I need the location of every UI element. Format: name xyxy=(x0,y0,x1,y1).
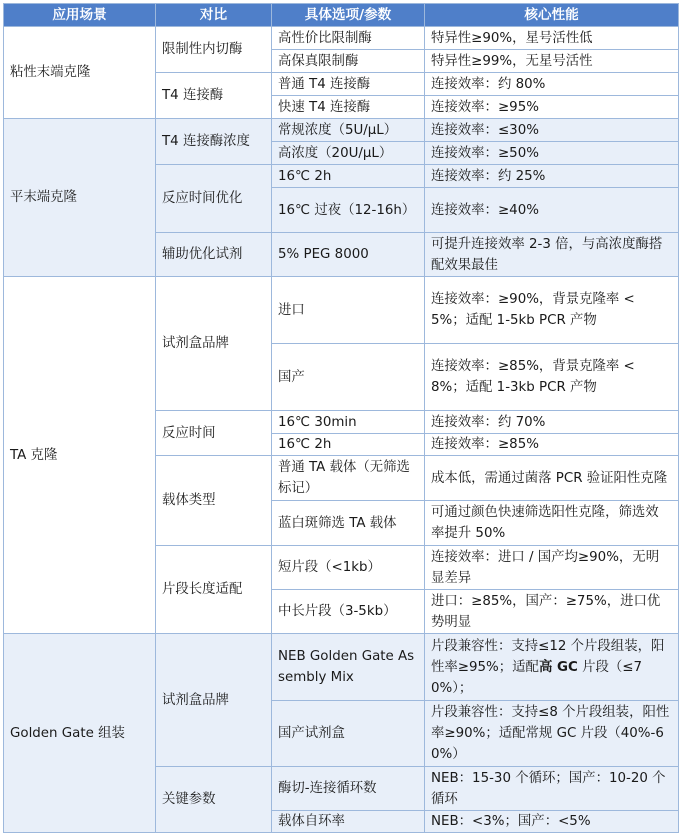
performance-cell: 进口：≥85%，国产：≥75%，进口优势明显 xyxy=(425,590,679,634)
performance-cell: 成本低，需通过菌落 PCR 验证阳性克隆 xyxy=(425,456,679,501)
header-row xyxy=(4,4,679,27)
table-row xyxy=(4,634,679,701)
option-cell: 快速 T4 连接酶 xyxy=(272,96,425,119)
option-cell: 16℃ 2h xyxy=(272,434,425,456)
performance-cell: 连接效率：约 25% xyxy=(425,165,679,188)
compare-cell: 反应时间 xyxy=(156,411,272,456)
performance-cell: 连接效率：≤30% xyxy=(425,119,679,142)
performance-cell: 连接效率：≥85% xyxy=(425,434,679,456)
option-cell: 短片段（<1kb） xyxy=(272,546,425,590)
compare-cell: T4 连接酶浓度 xyxy=(156,119,272,165)
compare-cell: 限制性内切酶 xyxy=(156,27,272,73)
performance-cell: 连接效率：≥50% xyxy=(425,142,679,165)
option-cell: 16℃ 2h xyxy=(272,165,425,188)
option-cell: NEB Golden Gate Assembly Mix xyxy=(272,634,425,701)
table-row xyxy=(4,277,679,344)
option-cell: 高保真限制酶 xyxy=(272,50,425,73)
option-cell: 国产 xyxy=(272,344,425,411)
performance-cell: 连接效率：≥90%，背景克隆率 < 5%；适配 1-5kb PCR 产物 xyxy=(425,277,679,344)
option-cell: 中长片段（3-5kb） xyxy=(272,590,425,634)
compare-cell: 试剂盒品牌 xyxy=(156,277,272,411)
option-cell: 普通 T4 连接酶 xyxy=(272,73,425,96)
option-cell: 国产试剂盒 xyxy=(272,701,425,767)
performance-highlight: 高 GC xyxy=(538,659,578,675)
header-scenario: 应用场景 xyxy=(4,4,156,27)
option-cell: 16℃ 30min xyxy=(272,411,425,434)
option-cell: 酶切-连接循环数 xyxy=(272,767,425,811)
option-cell: 5% PEG 8000 xyxy=(272,233,425,277)
header-performance: 核心性能 xyxy=(425,4,679,27)
table-row xyxy=(4,27,679,50)
performance-cell: NEB：15-30 个循环；国产：10-20 个循环 xyxy=(425,767,679,811)
performance-cell: 特异性≥99%，无星号活性 xyxy=(425,50,679,73)
option-cell: 16℃ 过夜（12-16h） xyxy=(272,188,425,233)
compare-cell: 反应时间优化 xyxy=(156,165,272,233)
scenario-cell: 粘性末端克隆 xyxy=(4,27,156,119)
compare-cell: T4 连接酶 xyxy=(156,73,272,119)
performance-cell: 连接效率：约 80% xyxy=(425,73,679,96)
compare-cell: 载体类型 xyxy=(156,456,272,546)
performance-cell: 连接效率：≥95% xyxy=(425,96,679,119)
performance-cell: 片段兼容性：支持≤8 个片段组装，阳性率≥90%；适配常规 GC 片段（40%-60%） xyxy=(425,701,679,767)
performance-cell: 连接效率：进口 / 国产均≥90%，无明显差异 xyxy=(425,546,679,590)
performance-cell: 连接效率：约 70% xyxy=(425,411,679,434)
compare-cell: 关键参数 xyxy=(156,767,272,833)
option-cell: 普通 TA 载体（无筛选标记） xyxy=(272,456,425,501)
header-compare: 对比 xyxy=(156,4,272,27)
option-cell: 进口 xyxy=(272,277,425,344)
scenario-cell: Golden Gate 组装 xyxy=(4,634,156,833)
performance-text: 片段兼容性：支持≤12 个片段组装，阳性率≥95%；适配 xyxy=(431,638,665,675)
compare-cell: 试剂盒品牌 xyxy=(156,634,272,767)
performance-cell: 连接效率：≥40% xyxy=(425,188,679,233)
performance-cell: NEB：<3%；国产：<5% xyxy=(425,811,679,833)
header-option: 具体选项/参数 xyxy=(272,4,425,27)
performance-cell: 可通过颜色快速筛选阳性克隆，筛选效率提升 50% xyxy=(425,501,679,546)
compare-cell: 辅助优化试剂 xyxy=(156,233,272,277)
performance-cell xyxy=(425,634,679,701)
scenario-cell: 平末端克隆 xyxy=(4,119,156,277)
option-cell: 高性价比限制酶 xyxy=(272,27,425,50)
option-cell: 高浓度（20U/μL） xyxy=(272,142,425,165)
performance-text: 片段（≤70%）； xyxy=(431,659,642,696)
option-cell: 常规浓度（5U/μL） xyxy=(272,119,425,142)
comparison-table xyxy=(3,3,679,833)
option-cell: 载体自环率 xyxy=(272,811,425,833)
table-row xyxy=(4,119,679,142)
performance-cell: 连接效率：≥85%，背景克隆率 < 8%；适配 1-3kb PCR 产物 xyxy=(425,344,679,411)
scenario-cell: TA 克隆 xyxy=(4,277,156,634)
compare-cell: 片段长度适配 xyxy=(156,546,272,634)
performance-cell: 可提升连接效率 2-3 倍，与高浓度酶搭配效果最佳 xyxy=(425,233,679,277)
option-cell: 蓝白斑筛选 TA 载体 xyxy=(272,501,425,546)
performance-cell: 特异性≥90%，星号活性低 xyxy=(425,27,679,50)
